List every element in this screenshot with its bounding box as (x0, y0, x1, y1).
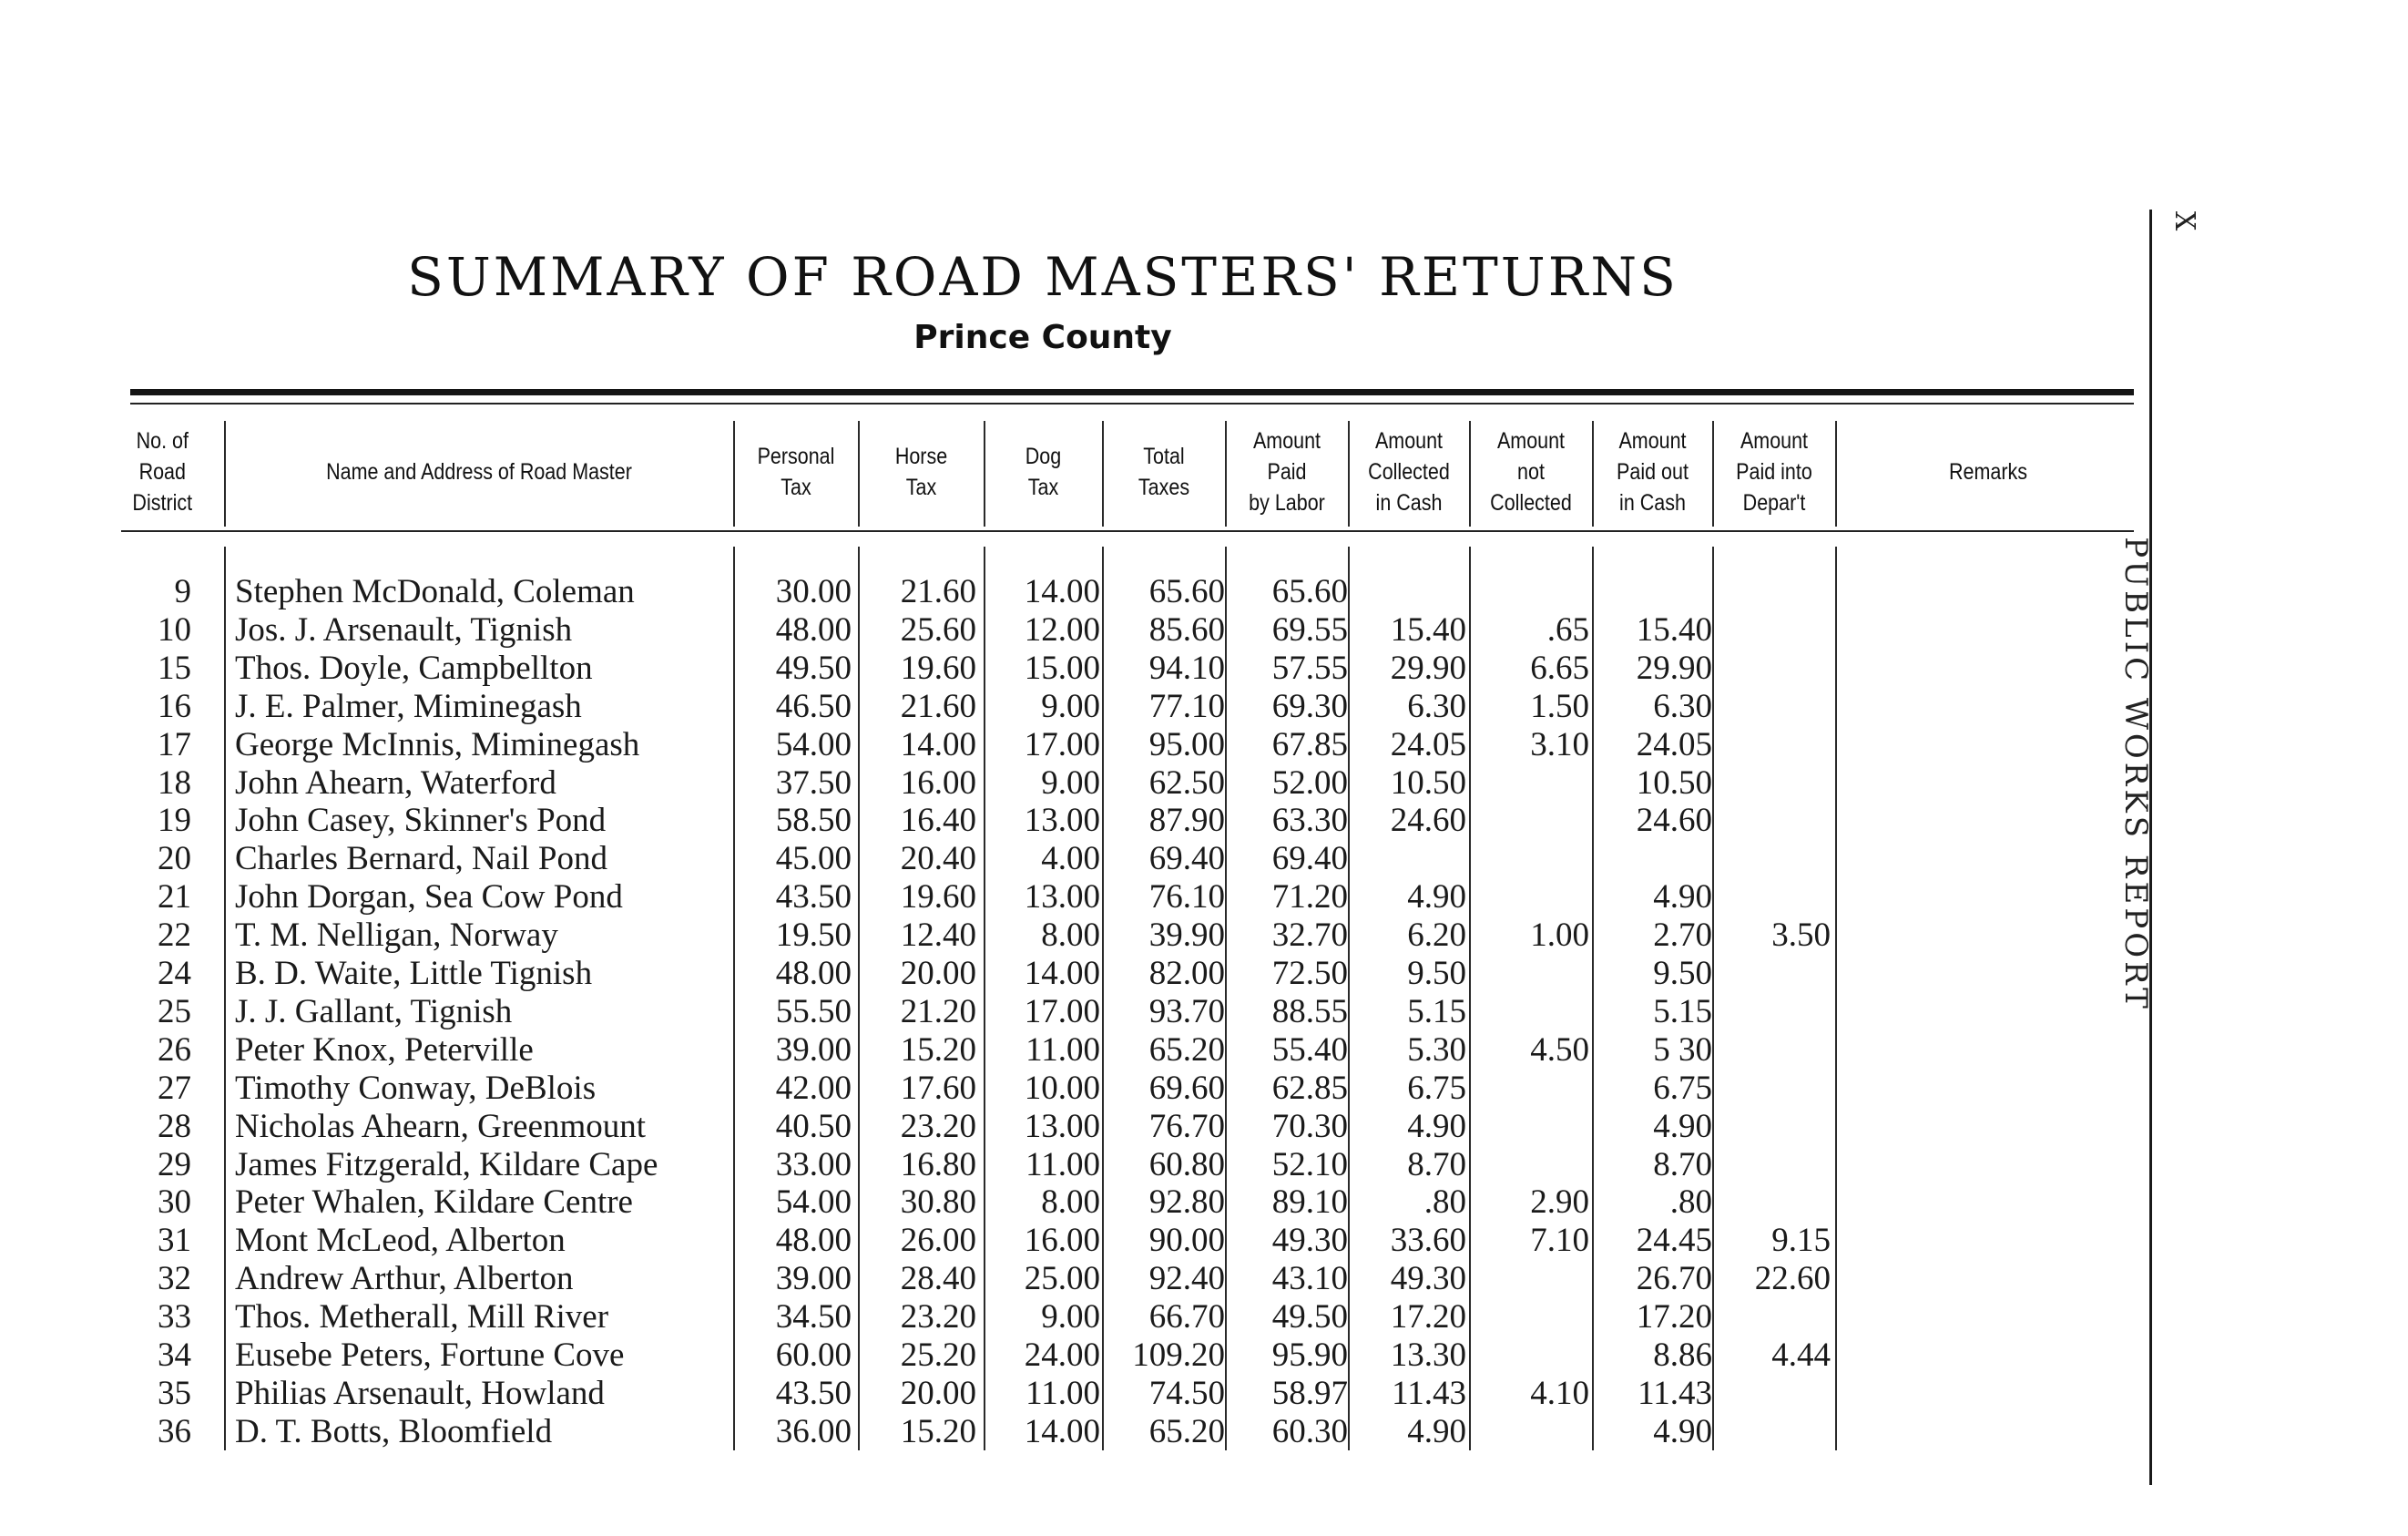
header-divider (1469, 421, 1471, 527)
horse-tax-cell: 25.20 (900, 1336, 976, 1374)
paid-by-labor-cell: 63.30 (1271, 802, 1348, 840)
road-master-name-cell: Peter Knox, Peterville (235, 1030, 534, 1069)
road-master-name-cell: Mont McLeod, Alberton (235, 1222, 566, 1260)
dog-tax-cell: 8.00 (1041, 916, 1100, 955)
table-row (0, 955, 2004, 993)
total-taxes-cell: 82.00 (1148, 955, 1225, 992)
paid-out-in-cash-cell: 5 30 (1653, 1030, 1712, 1069)
header-paid-out-in-cash: Amount Paid out in Cash (1617, 428, 1689, 516)
header-divider (1348, 421, 1350, 527)
paid-by-labor-cell: 32.70 (1271, 916, 1348, 955)
collected-in-cash-cell: 15.40 (1390, 610, 1466, 649)
horse-tax-cell: 21.20 (900, 992, 976, 1030)
road-master-name-cell: Thos. Metherall, Mill River (235, 1298, 609, 1336)
district-number-cell: 34 (158, 1336, 191, 1374)
page-number: X (2168, 210, 2201, 231)
personal-tax-cell: 54.00 (775, 1183, 852, 1222)
horse-tax-cell: 26.00 (900, 1222, 976, 1260)
personal-tax-cell: 48.00 (775, 1222, 852, 1260)
paid-out-in-cash-cell: 4.90 (1653, 1107, 1712, 1145)
horse-tax-cell: 20.40 (900, 840, 976, 878)
paid-by-labor-cell: 67.85 (1271, 725, 1348, 763)
collected-in-cash-cell: 29.90 (1390, 649, 1466, 687)
paid-out-in-cash-cell: 6.30 (1653, 687, 1712, 725)
table-row (0, 1183, 2004, 1222)
paid-out-in-cash-cell: 11.43 (1638, 1374, 1712, 1412)
paid-into-department-cell: 22.60 (1754, 1260, 1831, 1298)
not-collected-cell: 1.00 (1530, 916, 1589, 955)
horse-tax-cell: 16.40 (900, 802, 976, 840)
header-divider (1592, 421, 1594, 527)
paid-by-labor-cell: 55.40 (1271, 1030, 1348, 1069)
district-number-cell: 10 (158, 610, 191, 649)
personal-tax-cell: 42.00 (775, 1069, 852, 1107)
table-row (0, 1222, 2004, 1260)
road-master-name-cell: T. M. Nelligan, Norway (235, 916, 558, 955)
personal-tax-cell: 40.50 (775, 1107, 852, 1145)
horse-tax-cell: 14.00 (900, 725, 976, 763)
collected-in-cash-cell: 5.30 (1407, 1030, 1466, 1069)
header-dog-tax: Dog Tax (1025, 444, 1062, 500)
personal-tax-cell: 58.50 (775, 802, 852, 840)
collected-in-cash-cell: 10.50 (1390, 763, 1466, 802)
district-number-cell: 31 (158, 1222, 191, 1260)
paid-out-in-cash-cell: 8.86 (1653, 1336, 1712, 1374)
personal-tax-cell: 60.00 (775, 1336, 852, 1374)
total-taxes-cell: 77.10 (1148, 687, 1225, 725)
collected-in-cash-cell: 24.60 (1390, 802, 1466, 840)
paid-by-labor-cell: 71.20 (1271, 878, 1348, 916)
page-title: SUMMARY OF ROAD MASTERS' RETURNS (407, 246, 1678, 308)
table-row (0, 1070, 2004, 1108)
paid-out-in-cash-cell: 5.15 (1653, 992, 1712, 1030)
horse-tax-cell: 21.60 (900, 573, 976, 610)
collected-in-cash-cell: 24.05 (1390, 725, 1466, 763)
table-row (0, 1336, 2004, 1375)
road-master-name-cell: John Dorgan, Sea Cow Pond (235, 878, 623, 916)
header-divider (1225, 421, 1227, 527)
horse-tax-cell: 25.60 (900, 610, 976, 649)
not-collected-cell: 1.50 (1530, 687, 1589, 725)
total-taxes-cell: 76.10 (1148, 878, 1225, 916)
total-taxes-cell: 109.20 (1132, 1336, 1225, 1374)
total-taxes-cell: 65.20 (1148, 1412, 1225, 1450)
personal-tax-cell: 43.50 (775, 1374, 852, 1412)
paid-out-in-cash-cell: 24.60 (1636, 802, 1712, 840)
horse-tax-cell: 12.40 (900, 916, 976, 955)
paid-into-department-cell: 9.15 (1771, 1222, 1831, 1260)
paid-by-labor-cell: 62.85 (1271, 1069, 1348, 1107)
road-master-name-cell: J. J. Gallant, Tignish (235, 992, 513, 1030)
horse-tax-cell: 19.60 (900, 649, 976, 687)
collected-in-cash-cell: 13.30 (1390, 1336, 1466, 1374)
collected-in-cash-cell: 11.43 (1392, 1374, 1466, 1412)
dog-tax-cell: 25.00 (1024, 1260, 1100, 1298)
dog-tax-cell: 16.00 (1024, 1222, 1100, 1260)
table-row (0, 688, 2004, 726)
header-remarks: Remarks (1948, 459, 2027, 485)
horse-tax-cell: 16.00 (900, 763, 976, 802)
road-master-name-cell: Timothy Conway, DeBlois (235, 1069, 597, 1107)
table-row (0, 1413, 2004, 1451)
personal-tax-cell: 30.00 (775, 573, 852, 610)
dog-tax-cell: 9.00 (1041, 1298, 1100, 1336)
personal-tax-cell: 45.00 (775, 840, 852, 878)
header-divider (984, 421, 985, 527)
road-master-name-cell: Eusebe Peters, Fortune Cove (235, 1336, 625, 1374)
personal-tax-cell: 36.00 (775, 1412, 852, 1450)
table-row (0, 726, 2004, 764)
collected-in-cash-cell: 4.90 (1407, 878, 1466, 916)
dog-tax-cell: 14.00 (1024, 573, 1100, 610)
header-divider (858, 421, 860, 527)
table-row (0, 611, 2004, 650)
paid-by-labor-cell: 49.30 (1271, 1222, 1348, 1260)
paid-out-in-cash-cell: 9.50 (1653, 955, 1712, 992)
district-number-cell: 32 (158, 1260, 191, 1298)
table-row (0, 1260, 2004, 1298)
not-collected-cell: 6.65 (1530, 649, 1589, 687)
personal-tax-cell: 34.50 (775, 1298, 852, 1336)
district-number-cell: 29 (158, 1145, 191, 1183)
total-taxes-cell: 60.80 (1148, 1145, 1225, 1183)
table-row (0, 1108, 2004, 1146)
paid-into-department-cell: 3.50 (1771, 916, 1831, 955)
total-taxes-cell: 87.90 (1148, 802, 1225, 840)
header-total-taxes: Total Taxes (1138, 444, 1190, 500)
horse-tax-cell: 17.60 (900, 1069, 976, 1107)
header-not-collected: Amount not Collected (1490, 428, 1572, 516)
table-row (0, 1298, 2004, 1336)
paid-by-labor-cell: 57.55 (1271, 649, 1348, 687)
road-master-name-cell: George McInnis, Miminegash (235, 725, 640, 763)
total-taxes-cell: 69.60 (1148, 1069, 1225, 1107)
dog-tax-cell: 15.00 (1024, 649, 1100, 687)
road-master-name-cell: Philias Arsenault, Howland (235, 1374, 605, 1412)
dog-tax-cell: 10.00 (1024, 1069, 1100, 1107)
dog-tax-cell: 14.00 (1024, 1412, 1100, 1450)
personal-tax-cell: 37.50 (775, 763, 852, 802)
total-taxes-cell: 93.70 (1148, 992, 1225, 1030)
header-divider (1102, 421, 1104, 527)
road-master-name-cell: John Casey, Skinner's Pond (235, 802, 607, 840)
personal-tax-cell: 48.00 (775, 955, 852, 992)
horse-tax-cell: 30.80 (900, 1183, 976, 1222)
top-thick-rule (130, 389, 2134, 395)
total-taxes-cell: 66.70 (1148, 1298, 1225, 1336)
road-master-name-cell: Peter Whalen, Kildare Centre (235, 1183, 633, 1222)
dog-tax-cell: 11.00 (1025, 1374, 1100, 1412)
collected-in-cash-cell: 49.30 (1390, 1260, 1466, 1298)
dog-tax-cell: 13.00 (1024, 1107, 1100, 1145)
personal-tax-cell: 43.50 (775, 878, 852, 916)
road-master-name-cell: Thos. Doyle, Campbellton (235, 649, 593, 687)
collected-in-cash-cell: 6.20 (1407, 916, 1466, 955)
paid-out-in-cash-cell: 15.40 (1636, 610, 1712, 649)
total-taxes-cell: 92.80 (1148, 1183, 1225, 1222)
paid-by-labor-cell: 52.00 (1271, 763, 1348, 802)
total-taxes-cell: 76.70 (1148, 1107, 1225, 1145)
paid-by-labor-cell: 58.97 (1271, 1374, 1348, 1412)
district-number-cell: 33 (158, 1298, 191, 1336)
district-number-cell: 21 (158, 878, 191, 916)
dog-tax-cell: 13.00 (1024, 802, 1100, 840)
district-number-cell: 16 (158, 687, 191, 725)
table-row (0, 650, 2004, 688)
personal-tax-cell: 49.50 (775, 649, 852, 687)
dog-tax-cell: 11.00 (1025, 1030, 1100, 1069)
dog-tax-cell: 9.00 (1041, 687, 1100, 725)
total-taxes-cell: 62.50 (1148, 763, 1225, 802)
top-thin-rule (130, 403, 2134, 404)
dog-tax-cell: 9.00 (1041, 763, 1100, 802)
paid-out-in-cash-cell: 10.50 (1636, 763, 1712, 802)
horse-tax-cell: 15.20 (900, 1412, 976, 1450)
total-taxes-cell: 65.20 (1148, 1030, 1225, 1069)
paid-by-labor-cell: 70.30 (1271, 1107, 1348, 1145)
district-number-cell: 17 (158, 725, 191, 763)
dog-tax-cell: 13.00 (1024, 878, 1100, 916)
collected-in-cash-cell: 6.30 (1407, 687, 1466, 725)
header-horse-tax: Horse Tax (894, 444, 948, 500)
horse-tax-cell: 28.40 (900, 1260, 976, 1298)
personal-tax-cell: 46.50 (775, 687, 852, 725)
road-master-name-cell: Nicholas Ahearn, Greenmount (235, 1107, 647, 1145)
personal-tax-cell: 48.00 (775, 610, 852, 649)
horse-tax-cell: 23.20 (900, 1298, 976, 1336)
dog-tax-cell: 8.00 (1041, 1183, 1100, 1222)
paid-by-labor-cell: 60.30 (1271, 1412, 1348, 1450)
horse-tax-cell: 20.00 (900, 955, 976, 992)
paid-out-in-cash-cell: .80 (1669, 1183, 1712, 1222)
table-row (0, 573, 2004, 611)
not-collected-cell: 3.10 (1530, 725, 1589, 763)
paid-by-labor-cell: 69.55 (1271, 610, 1348, 649)
road-master-name-cell: Jos. J. Arsenault, Tignish (235, 610, 573, 649)
collected-in-cash-cell: 9.50 (1407, 955, 1466, 992)
total-taxes-cell: 94.10 (1148, 649, 1225, 687)
horse-tax-cell: 19.60 (900, 878, 976, 916)
paid-out-in-cash-cell: 24.45 (1636, 1222, 1712, 1260)
header-name: Name and Address of Road Master (326, 459, 632, 485)
district-number-cell: 20 (158, 840, 191, 878)
personal-tax-cell: 39.00 (775, 1030, 852, 1069)
not-collected-cell: .65 (1546, 610, 1589, 649)
not-collected-cell: 2.90 (1530, 1183, 1589, 1222)
dog-tax-cell: 4.00 (1041, 840, 1100, 878)
paid-into-department-cell: 4.44 (1771, 1336, 1831, 1374)
total-taxes-cell: 74.50 (1148, 1374, 1225, 1412)
total-taxes-cell: 69.40 (1148, 840, 1225, 878)
personal-tax-cell: 39.00 (775, 1260, 852, 1298)
not-collected-cell: 4.50 (1530, 1030, 1589, 1069)
district-number-cell: 26 (158, 1030, 191, 1069)
collected-in-cash-cell: 4.90 (1407, 1412, 1466, 1450)
paid-by-labor-cell: 65.60 (1271, 573, 1348, 610)
header-divider (733, 421, 735, 527)
header-divider (224, 421, 226, 527)
total-taxes-cell: 90.00 (1148, 1222, 1225, 1260)
road-master-name-cell: Stephen McDonald, Coleman (235, 573, 635, 610)
collected-in-cash-cell: 17.20 (1390, 1298, 1466, 1336)
table-row (0, 1146, 2004, 1184)
road-master-name-cell: John Ahearn, Waterford (235, 763, 556, 802)
horse-tax-cell: 23.20 (900, 1107, 976, 1145)
table-row (0, 916, 2004, 955)
collected-in-cash-cell: 8.70 (1407, 1145, 1466, 1183)
personal-tax-cell: 19.50 (775, 916, 852, 955)
road-master-name-cell: J. E. Palmer, Miminegash (235, 687, 582, 725)
table-row (0, 764, 2004, 803)
not-collected-cell: 7.10 (1530, 1222, 1589, 1260)
total-taxes-cell: 65.60 (1148, 573, 1225, 610)
total-taxes-cell: 92.40 (1148, 1260, 1225, 1298)
dog-tax-cell: 24.00 (1024, 1336, 1100, 1374)
dog-tax-cell: 17.00 (1024, 725, 1100, 763)
dog-tax-cell: 17.00 (1024, 992, 1100, 1030)
header-bottom-rule (121, 530, 2134, 532)
paid-out-in-cash-cell: 4.90 (1653, 1412, 1712, 1450)
personal-tax-cell: 54.00 (775, 725, 852, 763)
paid-out-in-cash-cell: 29.90 (1636, 649, 1712, 687)
table-row (0, 1031, 2004, 1070)
district-number-cell: 25 (158, 992, 191, 1030)
paid-by-labor-cell: 72.50 (1271, 955, 1348, 992)
paid-out-in-cash-cell: 4.90 (1653, 878, 1712, 916)
district-number-cell: 15 (158, 649, 191, 687)
district-number-cell: 9 (174, 573, 191, 610)
total-taxes-cell: 39.90 (1148, 916, 1225, 955)
header-paid-by-labor: Amount Paid by Labor (1249, 428, 1325, 516)
personal-tax-cell: 33.00 (775, 1145, 852, 1183)
dog-tax-cell: 14.00 (1024, 955, 1100, 992)
total-taxes-cell: 95.00 (1148, 725, 1225, 763)
dog-tax-cell: 11.00 (1025, 1145, 1100, 1183)
table-row (0, 878, 2004, 916)
paid-out-in-cash-cell: 8.70 (1653, 1145, 1712, 1183)
district-number-cell: 36 (158, 1412, 191, 1450)
district-number-cell: 35 (158, 1374, 191, 1412)
district-number-cell: 18 (158, 763, 191, 802)
collected-in-cash-cell: 33.60 (1390, 1222, 1466, 1260)
paid-out-in-cash-cell: 17.20 (1636, 1298, 1712, 1336)
horse-tax-cell: 16.80 (900, 1145, 976, 1183)
paid-out-in-cash-cell: 24.05 (1636, 725, 1712, 763)
paid-out-in-cash-cell: 2.70 (1653, 916, 1712, 955)
header-divider (1835, 421, 1837, 527)
personal-tax-cell: 55.50 (775, 992, 852, 1030)
paid-by-labor-cell: 43.10 (1271, 1260, 1348, 1298)
collected-in-cash-cell: 6.75 (1407, 1069, 1466, 1107)
table-row (0, 840, 2004, 878)
table-row (0, 802, 2004, 840)
page-subtitle: Prince County (913, 319, 1172, 356)
road-master-name-cell: James Fitzgerald, Kildare Cape (235, 1145, 658, 1183)
paid-by-labor-cell: 69.40 (1271, 840, 1348, 878)
horse-tax-cell: 21.60 (900, 687, 976, 725)
district-number-cell: 30 (158, 1183, 191, 1222)
paid-out-in-cash-cell: 6.75 (1653, 1069, 1712, 1107)
district-number-cell: 27 (158, 1069, 191, 1107)
district-number-cell: 28 (158, 1107, 191, 1145)
district-number-cell: 24 (158, 955, 191, 992)
road-master-name-cell: D. T. Botts, Bloomfield (235, 1412, 553, 1450)
header-divider (1712, 421, 1714, 527)
district-number-cell: 19 (158, 802, 191, 840)
road-master-name-cell: Andrew Arthur, Alberton (235, 1260, 574, 1298)
header-paid-into-department: Amount Paid into Depar't (1736, 428, 1812, 516)
not-collected-cell: 4.10 (1530, 1374, 1589, 1412)
collected-in-cash-cell: 5.15 (1407, 992, 1466, 1030)
side-running-title: PUBLIC WORKS REPORT (2117, 537, 2154, 1012)
header-district: No. of Road District (132, 428, 193, 516)
paid-by-labor-cell: 89.10 (1271, 1183, 1348, 1222)
paid-by-labor-cell: 69.30 (1271, 687, 1348, 725)
horse-tax-cell: 20.00 (900, 1374, 976, 1412)
header-collected-in-cash: Amount Collected in Cash (1368, 428, 1450, 516)
road-master-name-cell: Charles Bernard, Nail Pond (235, 840, 607, 878)
dog-tax-cell: 12.00 (1024, 610, 1100, 649)
paid-by-labor-cell: 52.10 (1271, 1145, 1348, 1183)
table-row (0, 1375, 2004, 1413)
paid-by-labor-cell: 95.90 (1271, 1336, 1348, 1374)
road-master-name-cell: B. D. Waite, Little Tignish (235, 955, 593, 992)
table-row (0, 993, 2004, 1031)
paid-by-labor-cell: 88.55 (1271, 992, 1348, 1030)
collected-in-cash-cell: .80 (1423, 1183, 1466, 1222)
collected-in-cash-cell: 4.90 (1407, 1107, 1466, 1145)
total-taxes-cell: 85.60 (1148, 610, 1225, 649)
paid-out-in-cash-cell: 26.70 (1636, 1260, 1712, 1298)
paid-by-labor-cell: 49.50 (1271, 1298, 1348, 1336)
header-personal-tax: Personal Tax (757, 444, 835, 500)
horse-tax-cell: 15.20 (900, 1030, 976, 1069)
district-number-cell: 22 (158, 916, 191, 955)
